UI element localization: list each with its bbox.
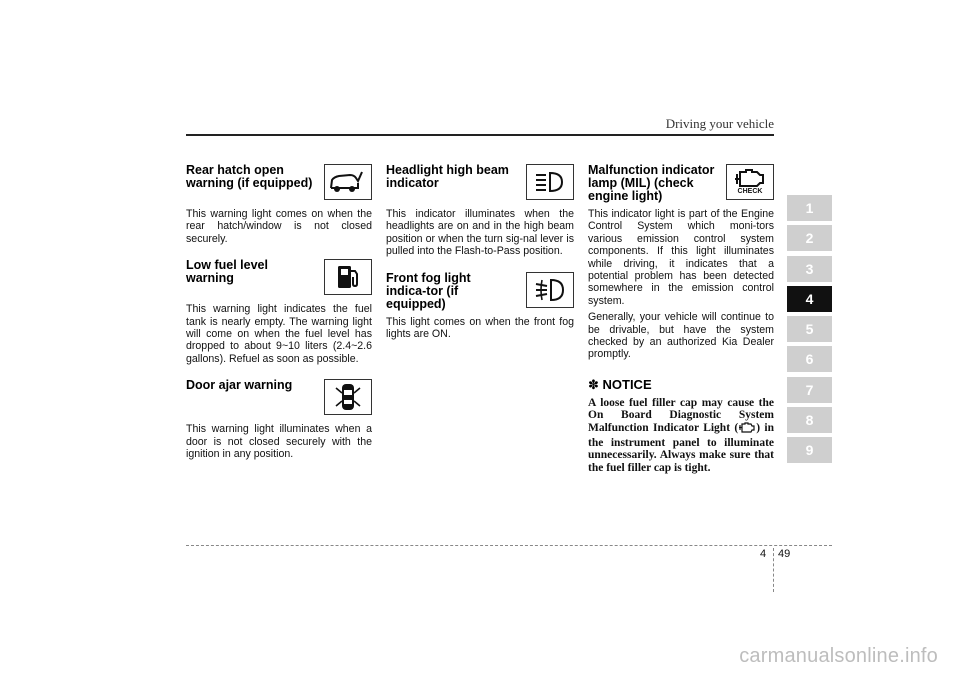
notice-text-2: ) in the instrument panel to illuminate unnecessarily. Always make sure that the fuel filler cap is tight. — [588, 422, 774, 474]
section-title: Rear hatch open warning (if equipped) — [186, 163, 313, 190]
section-body: This indicator illuminates when the headlights are on and in the high beam position or when the turn sig-nal lever is pulled into the Flash-to-Pass position. — [386, 208, 574, 258]
column-1 — [186, 164, 372, 460]
header-rule — [186, 134, 774, 136]
section-door-ajar — [186, 379, 372, 460]
engine-icon — [738, 422, 756, 437]
section-body-2: Generally, your vehicle will continue to be drivable, but have the system checked by an authorized Kia Dealer promptly. — [588, 311, 774, 361]
section-title: Malfunction indicator lamp (MIL) (check engine light) — [588, 163, 715, 203]
chapter-tab-5[interactable]: 5 — [787, 316, 832, 342]
section-body: This warning light indicates the fuel tank is nearly empty. The warning light will come on when the fuel level has dropped to about 9~10 liters (2.4~2.6 gallons). Refuel as soon as possible. — [186, 303, 372, 365]
footer-chapter-number: 4 — [760, 548, 767, 560]
column-2 — [386, 164, 574, 340]
watermark: carmanualsonline.info — [739, 645, 938, 667]
notice-text-1: A loose fuel filler cap may cause the On Board Diagnostic System Malfunction Indicator Light ( — [588, 396, 774, 435]
column-3 — [588, 164, 774, 474]
section-front-fog — [386, 272, 574, 341]
chapter-tab-7[interactable]: 7 — [787, 377, 832, 403]
section-high-beam — [386, 164, 574, 258]
footer-rule — [186, 545, 832, 546]
footer-page-number: 49 — [778, 548, 791, 560]
notice-body — [588, 397, 774, 475]
section-title: Low fuel level warning — [186, 258, 268, 286]
chapter-tab-2[interactable]: 2 — [787, 225, 832, 251]
chapter-tab-4[interactable]: 4 — [787, 286, 832, 312]
door-ajar-icon — [324, 379, 372, 415]
high-beam-icon — [526, 164, 574, 200]
notice-title: ✽ NOTICE — [588, 376, 652, 392]
chapter-tabs — [787, 195, 832, 468]
check-label: CHECK — [737, 188, 763, 195]
running-header: Driving your vehicle — [665, 116, 774, 131]
fuel-pump-icon — [324, 259, 372, 295]
section-low-fuel — [186, 259, 372, 365]
front-fog-light-icon — [526, 272, 574, 308]
chapter-tab-8[interactable]: 8 — [787, 407, 832, 433]
section-title: Door ajar warning — [186, 378, 293, 393]
section-rear-hatch — [186, 164, 372, 245]
chapter-tab-6[interactable]: 6 — [787, 346, 832, 372]
section-mil — [588, 164, 774, 361]
section-body: This light comes on when the front fog lights are ON. — [386, 315, 574, 341]
chapter-tab-1[interactable]: 1 — [787, 195, 832, 221]
section-body: This warning light illuminates when a door is not closed securely with the ignition in any position. — [186, 423, 372, 461]
chapter-tab-9[interactable]: 9 — [787, 437, 832, 463]
rear-hatch-open-icon — [324, 164, 372, 200]
section-body: This warning light comes on when the rear hatch/window is not closed securely. — [186, 208, 372, 245]
section-title: Front fog light indica-tor (if equipped) — [386, 270, 471, 311]
check-engine-icon — [726, 164, 774, 200]
footer-divider — [773, 548, 774, 592]
section-body: This indicator light is part of the Engine Control System which moni-tors various emission control system components. If this light illuminates while driving, it indicates that a potential problem has been detected somewhere in the emission control system. — [588, 208, 774, 307]
chapter-tab-3[interactable]: 3 — [787, 256, 832, 282]
section-title: Headlight high beam indicator — [386, 163, 509, 190]
